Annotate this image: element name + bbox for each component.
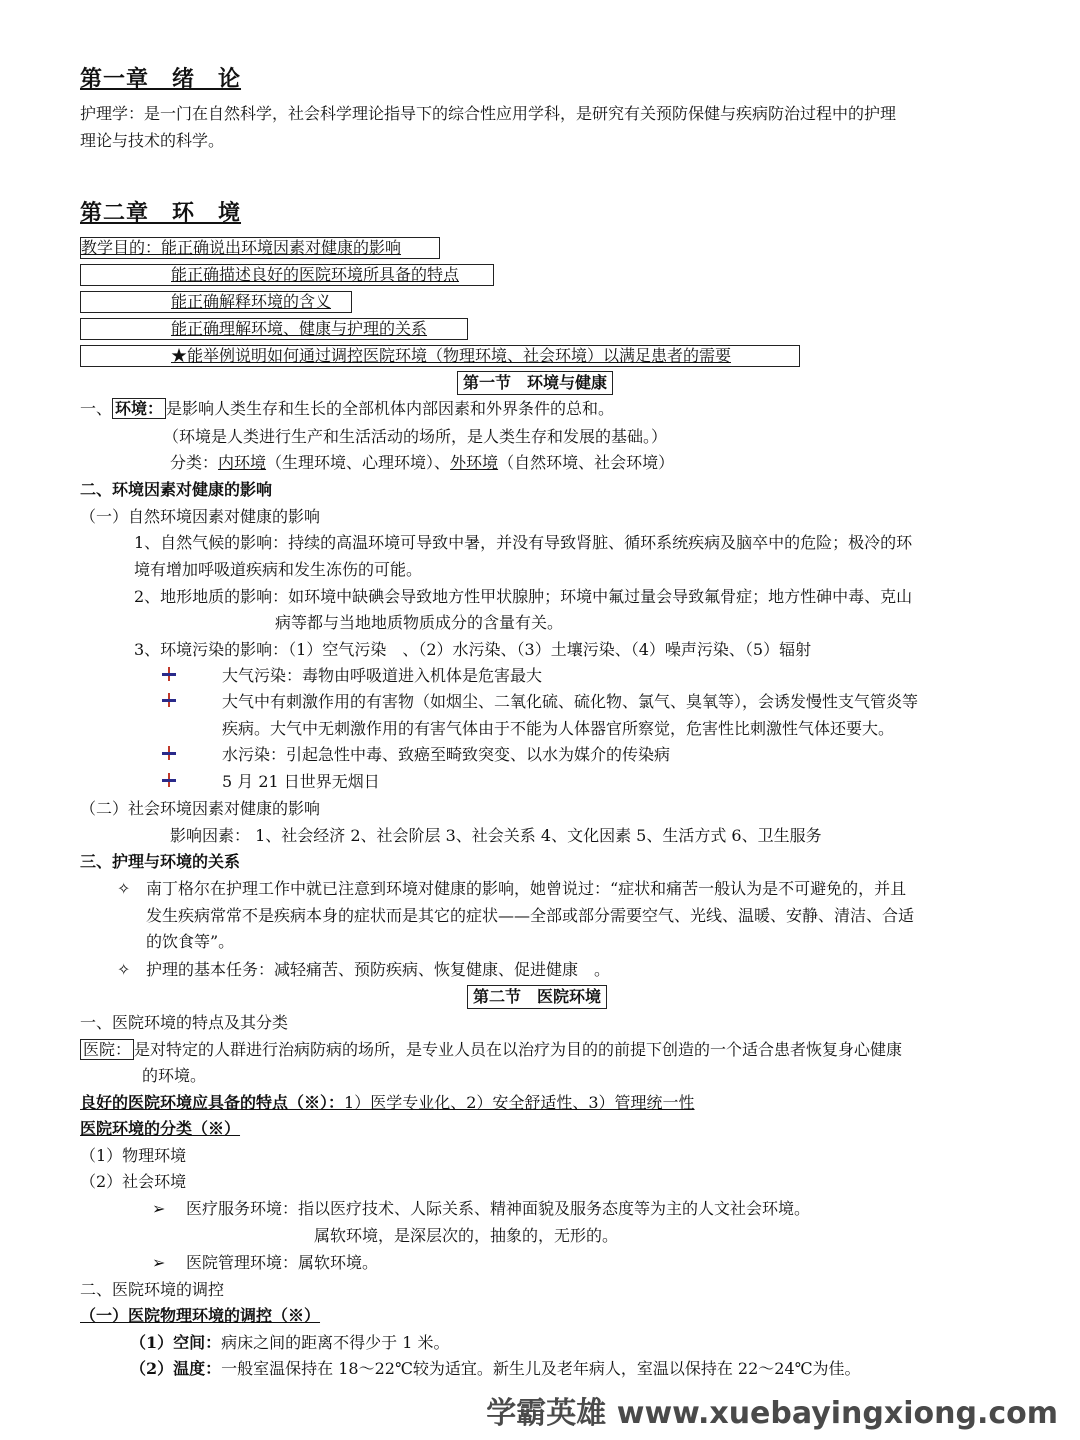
social-env-title: （二）社会环境因素对健康的影响 [80,799,321,818]
pollution-irritant-a: 大气中有刺激作用的有害物（如烟尘、二氧化硫、硫化物、氯气、臭氧等），会诱发慢性支气管炎等 [222,692,919,711]
pollution-water: 水污染：引起急性中毒、致癌至畸致突变、以水为媒介的传染病 [222,745,671,764]
nightingale-quote-b: 发生疾病常常不是疾病本身的症状而是其它的症状——全部或部分需要空气、光线、温暖、安静、清洁、合适 [146,906,915,925]
natural-item-3: 3、环境污染的影响：（1）空气污染 、（2）水污染、（3）土壤污染、（4）噪声污染、（5）辐射 [134,640,812,659]
hospital-definition: 医院： 是对特定的人群进行治病防病的场所，是专业人员在以治疗为目的的前提下创造的一个适合患者恢复身心健康 [80,1040,902,1060]
nursing-definition-line2: 理论与技术的科学。 [80,131,225,150]
physical-regulation-title: （一）医院物理环境的调控（※） [80,1306,321,1325]
hospital-env-heading: 一、医院环境的特点及其分类 [80,1013,289,1032]
teaching-goal-2: 能正确描述良好的医院环境所具备的特点 [80,264,494,286]
env-regulation-heading: 二、医院环境的调控 [80,1280,225,1299]
natural-item-1b: 境有增加呼吸道疾病和发生冻伤的可能。 [134,560,423,579]
heading-nursing-env: 三、护理与环境的关系 [80,852,241,871]
heading-env-factors: 二、环境因素对健康的影响 [80,480,273,499]
nightingale-quote-c: 的饮食等”。 [146,932,235,951]
hospital-features: 良好的医院环境应具备的特点（※）：1）医学专业化、2）安全舒适性、3）管理统一性 [80,1093,695,1112]
medical-service-env-2: 属软环境，是深层次的，抽象的，无形的。 [314,1226,619,1245]
natural-env-title: （一）自然环境因素对健康的影响 [80,507,321,526]
teaching-goal-4: 能正确理解环境、健康与护理的关系 [80,318,468,340]
environment-note: （环境是人类进行生产和生活活动的场所，是人类生存和发展的基础。） [163,427,668,446]
nightingale-quote-a: 南丁格尔在护理工作中就已注意到环境对健康的影响，她曾说过：“症状和痛苦一般认为是不可避免的，并且 [146,879,907,898]
natural-item-1a: 1、自然气候的影响：持续的高温环境可导致中暑，并没有导致肾脏、循环系统疾病及脑卒中的危险；极冷的环 [134,533,913,552]
chapter-1-title: 第一章 绪 论 [80,66,242,92]
bullet-icon [162,772,176,792]
bullet-icon [162,745,176,765]
environment-classification: 分类：内环境（生理环境、心理环境）、外环境（自然环境、社会环境） [170,453,675,472]
bullet-icon [162,666,176,686]
bullet-icon [162,692,176,712]
section-1-title: 第一节 环境与健康 [457,371,613,395]
chapter-2-title: 第二章 环 境 [80,200,242,226]
arrow-icon: ➢ [152,1253,166,1272]
temperature-rule: （2）温度：一般室温保持在 18～22℃较为适宜。新生儿及老年病人，室温以保持在 22～24℃为佳。 [130,1359,861,1378]
teaching-goal-3: 能正确解释环境的含义 [80,291,352,313]
space-rule: （1）空间：病床之间的距离不得少于 1 米。 [130,1333,450,1352]
hospital-classification-title: 医院环境的分类（※） [80,1119,241,1138]
watermark: 学霸英雄 www.xuebayingxiong.com [486,1396,1058,1431]
physical-env: （1）物理环境 [80,1146,187,1165]
natural-item-2b: 病等都与当地地质物质成分的含量有关。 [275,613,564,632]
environment-definition: 一、 环境： 是影响人类生存和生长的全部机体内部因素和外界条件的总和。 [80,399,615,418]
social-factors: 影响因素： 1、社会经济 2、社会阶层 3、社会关系 4、文化因素 5、生活方式 6、卫生服务 [170,826,822,845]
natural-item-2a: 2、地形地质的影响：如环境中缺碘会导致地方性甲状腺肿；环境中氟过量会导致氟骨症；地方性砷中毒、克山 [134,587,913,606]
social-env: （2）社会环境 [80,1172,187,1191]
medical-service-env: 医疗服务环境：指以医疗技术、人际关系、精神面貌及服务态度等为主的人文社会环境。 [186,1199,811,1218]
hospital-definition-2: 的环境。 [142,1066,207,1085]
diamond-icon: ✧ [117,879,131,898]
diamond-icon: ✧ [117,960,131,979]
arrow-icon: ➢ [152,1199,166,1218]
no-tobacco-day: 5 月 21 日世界无烟日 [222,772,380,791]
section-2-title: 第二节 医院环境 [467,985,607,1009]
nursing-tasks: 护理的基本任务：减轻痛苦、预防疾病、恢复健康、促进健康 。 [146,960,611,979]
teaching-goal-1: 教学目的：能正确说出环境因素对健康的影响 [80,237,440,259]
nursing-definition-line1: 护理学：是一门在自然科学，社会科学理论指导下的综合性应用学科，是研究有关预防保健与疾病防治过程中的护理 [80,104,897,123]
pollution-air: 大气污染：毒物由呼吸道进入机体是危害最大 [222,666,543,685]
management-env: 医院管理环境：属软环境。 [186,1253,379,1272]
pollution-irritant-b: 疾病。大气中无刺激作用的有害气体由于不能为人体器官所察觉，危害性比刺激性气体还要大。 [222,719,895,738]
teaching-goal-5: ★能举例说明如何通过调控医院环境（物理环境、社会环境）以满足患者的需要 [80,345,800,367]
